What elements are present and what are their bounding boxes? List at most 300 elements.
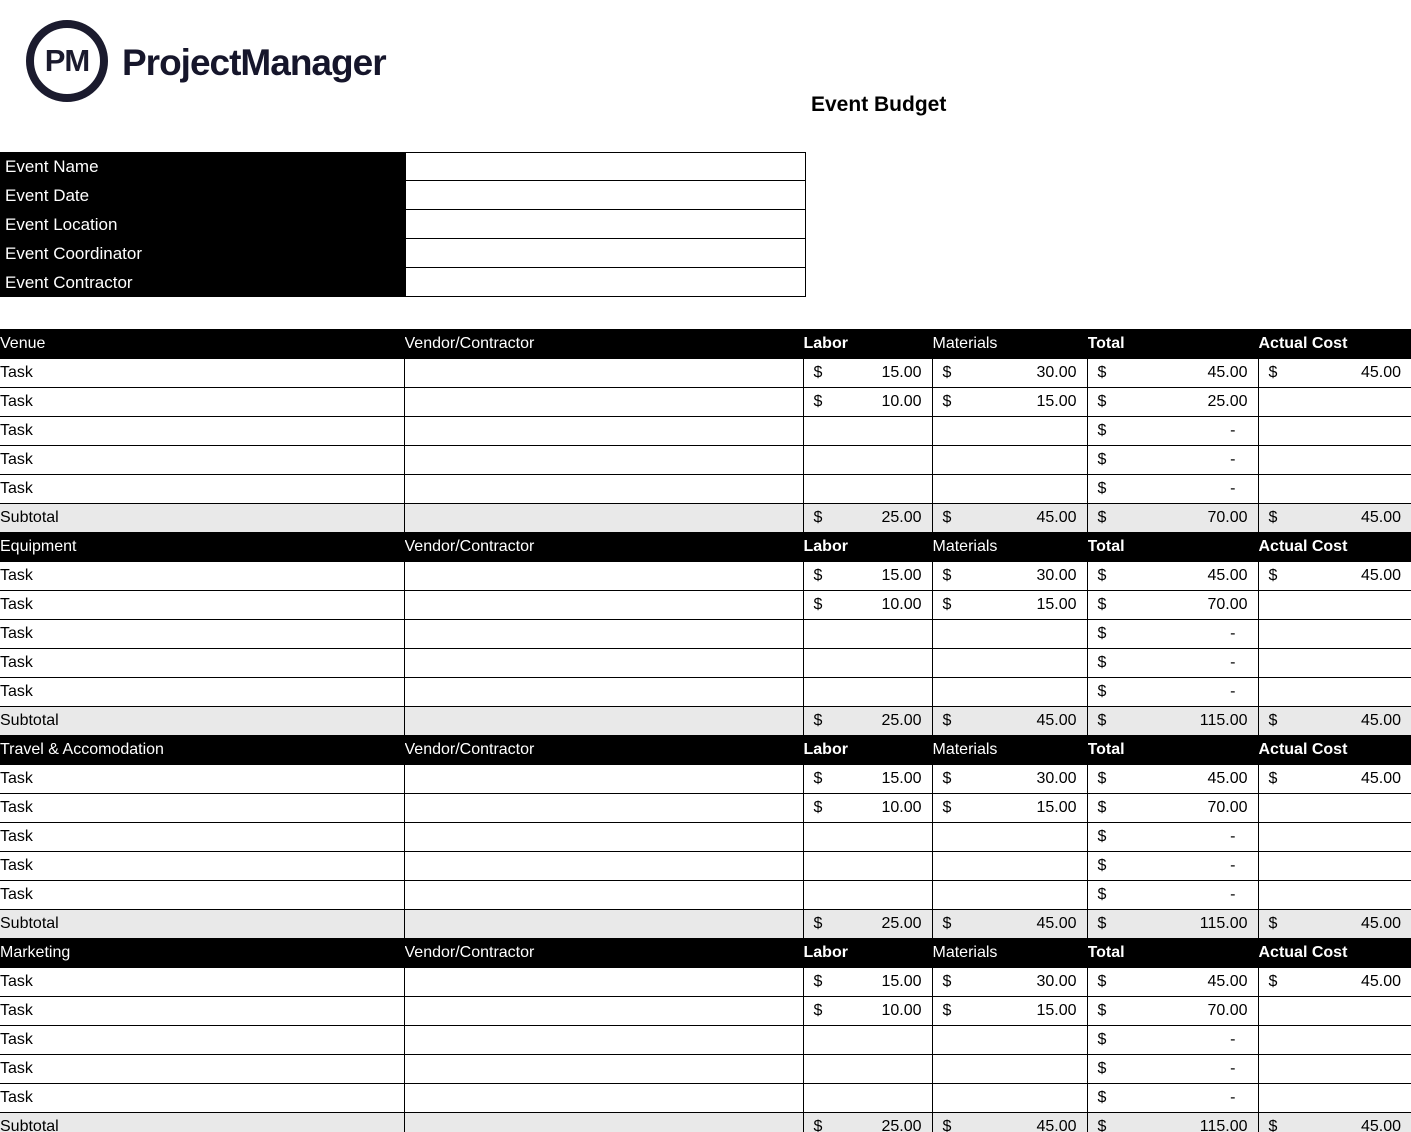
currency-symbol: $ [1097,828,1107,845]
materials-cell[interactable] [932,620,1087,649]
labor-cell[interactable] [803,359,932,388]
column-header-materials: Materials [932,330,1087,359]
amount: 45.00 [1036,509,1077,526]
event-field-input-event-coordinator[interactable] [405,239,806,268]
task-name-cell[interactable]: Task [0,562,404,591]
subtotal-actual-cost-cell[interactable] [1258,910,1411,939]
currency-symbol: $ [942,712,952,729]
amount: 15.00 [881,364,922,381]
currency-symbol: $ [1097,625,1107,642]
currency-symbol: $ [1097,915,1107,932]
event-field-label-event-location: Event Location [0,210,405,239]
currency-symbol: $ [1097,1060,1107,1077]
amount: 25.00 [881,1118,922,1132]
labor-cell[interactable] [803,446,932,475]
subtotal-labor-cell[interactable] [803,504,932,533]
currency-symbol: $ [1097,422,1107,439]
currency-symbol: $ [1097,451,1107,468]
amount: 115.00 [1199,1118,1248,1132]
task-row-marketing [0,1026,1411,1055]
labor-cell[interactable] [803,823,932,852]
vendor-cell[interactable] [404,417,803,446]
currency-symbol: $ [813,567,823,584]
subtotal-actual-cost-cell[interactable] [1258,707,1411,736]
currency-symbol: $ [813,799,823,816]
subtotal-vendor-cell [404,910,803,939]
amount: 45.00 [1207,973,1248,990]
total-cell[interactable] [1087,1055,1258,1084]
currency-symbol: $ [813,364,823,381]
section-name-travel-accomodation: Travel & Accomodation [0,736,404,765]
labor-cell[interactable] [803,591,932,620]
labor-cell[interactable] [803,881,932,910]
task-row-venue [0,417,1411,446]
actual-cost-cell[interactable] [1258,794,1411,823]
actual-cost-cell[interactable] [1258,446,1411,475]
labor-cell[interactable] [803,968,932,997]
amount: 115.00 [1199,712,1248,729]
labor-cell[interactable] [803,475,932,504]
column-header-labor: Labor [803,330,932,359]
materials-cell[interactable] [932,823,1087,852]
column-header-total: Total [1087,533,1258,562]
actual-cost-cell[interactable] [1258,388,1411,417]
actual-cost-cell[interactable] [1258,591,1411,620]
amount: - [1230,625,1236,642]
materials-cell[interactable] [932,562,1087,591]
materials-cell[interactable] [932,1026,1087,1055]
vendor-cell[interactable] [404,852,803,881]
task-row-venue [0,388,1411,417]
subtotal-row-venue [0,504,1411,533]
currency-symbol: $ [813,509,823,526]
currency-symbol: $ [1268,364,1278,381]
vendor-cell[interactable] [404,649,803,678]
subtotal-materials-cell[interactable] [932,504,1087,533]
materials-cell[interactable] [932,649,1087,678]
materials-cell[interactable] [932,881,1087,910]
brand-name: ProjectManager [122,42,386,83]
subtotal-label: Subtotal [0,1113,404,1132]
amount: - [1230,828,1236,845]
currency-symbol: $ [942,393,952,410]
event-field-input-event-contractor[interactable] [405,268,806,297]
materials-cell[interactable] [932,388,1087,417]
task-row-travel-accomodation [0,794,1411,823]
column-header-actual-cost: Actual Cost [1258,533,1411,562]
total-cell[interactable] [1087,794,1258,823]
vendor-cell[interactable] [404,1026,803,1055]
task-name-cell[interactable]: Task [0,852,404,881]
total-cell[interactable] [1087,417,1258,446]
currency-symbol: $ [942,364,952,381]
actual-cost-cell[interactable] [1258,1084,1411,1113]
task-row-travel-accomodation [0,823,1411,852]
task-name-cell[interactable]: Task [0,1055,404,1084]
currency-symbol: $ [1268,567,1278,584]
task-name-cell[interactable]: Task [0,881,404,910]
amount: 45.00 [1207,770,1248,787]
subtotal-label: Subtotal [0,910,404,939]
materials-cell[interactable] [932,1055,1087,1084]
subtotal-labor-cell[interactable] [803,910,932,939]
materials-cell[interactable] [932,446,1087,475]
vendor-cell[interactable] [404,359,803,388]
task-row-equipment [0,678,1411,707]
task-name-cell[interactable]: Task [0,359,404,388]
subtotal-labor-cell[interactable] [803,1113,932,1132]
materials-cell[interactable] [932,968,1087,997]
event-info-row [0,152,806,181]
task-row-marketing [0,997,1411,1026]
task-row-travel-accomodation [0,881,1411,910]
task-row-venue [0,446,1411,475]
amount: 45.00 [1360,364,1401,381]
labor-cell[interactable] [803,794,932,823]
amount: 15.00 [1036,799,1077,816]
amount: - [1230,1031,1236,1048]
materials-cell[interactable] [932,417,1087,446]
total-cell[interactable] [1087,881,1258,910]
amount: 15.00 [1036,393,1077,410]
actual-cost-cell[interactable] [1258,562,1411,591]
total-cell[interactable] [1087,678,1258,707]
labor-cell[interactable] [803,852,932,881]
amount: 70.00 [1207,596,1248,613]
labor-cell[interactable] [803,649,932,678]
actual-cost-cell[interactable] [1258,678,1411,707]
actual-cost-cell[interactable] [1258,1026,1411,1055]
amount: 45.00 [1036,712,1077,729]
labor-cell[interactable] [803,388,932,417]
event-info-row [0,268,806,297]
currency-symbol: $ [813,1002,823,1019]
column-header-total: Total [1087,939,1258,968]
event-info-row [0,210,806,239]
column-header-vendor: Vendor/Contractor [404,533,803,562]
materials-cell[interactable] [932,359,1087,388]
subtotal-labor-cell[interactable] [803,707,932,736]
subtotal-actual-cost-cell[interactable] [1258,1113,1411,1132]
currency-symbol: $ [1268,770,1278,787]
amount: 25.00 [881,509,922,526]
amount: 15.00 [1036,1002,1077,1019]
amount: 15.00 [881,567,922,584]
task-name-cell[interactable]: Task [0,388,404,417]
total-cell[interactable] [1087,997,1258,1026]
column-header-actual-cost: Actual Cost [1258,736,1411,765]
materials-cell[interactable] [932,794,1087,823]
total-cell[interactable] [1087,852,1258,881]
column-header-vendor: Vendor/Contractor [404,330,803,359]
labor-cell[interactable] [803,1084,932,1113]
currency-symbol: $ [1097,364,1107,381]
currency-symbol: $ [1268,1118,1278,1132]
amount: 10.00 [881,799,922,816]
subtotal-vendor-cell [404,707,803,736]
task-row-equipment [0,562,1411,591]
total-cell[interactable] [1087,446,1258,475]
amount: 15.00 [881,770,922,787]
subtotal-total-cell[interactable] [1087,910,1258,939]
amount: 30.00 [1036,770,1077,787]
column-header-materials: Materials [932,533,1087,562]
task-name-cell[interactable]: Task [0,678,404,707]
currency-symbol: $ [1097,886,1107,903]
labor-cell[interactable] [803,620,932,649]
total-cell[interactable] [1087,968,1258,997]
task-name-cell[interactable]: Task [0,794,404,823]
vendor-cell[interactable] [404,1055,803,1084]
column-header-actual-cost: Actual Cost [1258,939,1411,968]
task-row-equipment [0,620,1411,649]
amount: - [1230,683,1236,700]
currency-symbol: $ [1097,683,1107,700]
total-cell[interactable] [1087,591,1258,620]
currency-symbol: $ [1097,1118,1107,1132]
vendor-cell[interactable] [404,765,803,794]
amount: - [1230,451,1236,468]
column-header-vendor: Vendor/Contractor [404,736,803,765]
currency-symbol: $ [1097,509,1107,526]
amount: 15.00 [881,973,922,990]
actual-cost-cell[interactable] [1258,823,1411,852]
total-cell[interactable] [1087,1026,1258,1055]
currency-symbol: $ [1097,393,1107,410]
currency-symbol: $ [1097,799,1107,816]
subtotal-total-cell[interactable] [1087,707,1258,736]
total-cell[interactable] [1087,359,1258,388]
amount: 45.00 [1360,567,1401,584]
currency-symbol: $ [942,509,952,526]
subtotal-vendor-cell [404,504,803,533]
currency-symbol: $ [942,1002,952,1019]
vendor-cell[interactable] [404,591,803,620]
labor-cell[interactable] [803,678,932,707]
actual-cost-cell[interactable] [1258,881,1411,910]
subtotal-total-cell[interactable] [1087,1113,1258,1132]
vendor-cell[interactable] [404,881,803,910]
actual-cost-cell[interactable] [1258,997,1411,1026]
currency-symbol: $ [813,712,823,729]
actual-cost-cell[interactable] [1258,649,1411,678]
actual-cost-cell[interactable] [1258,417,1411,446]
task-row-marketing [0,1084,1411,1113]
labor-cell[interactable] [803,562,932,591]
currency-symbol: $ [1268,973,1278,990]
actual-cost-cell[interactable] [1258,475,1411,504]
event-field-input-event-location[interactable] [405,210,806,239]
task-row-travel-accomodation [0,852,1411,881]
amount: 70.00 [1207,799,1248,816]
vendor-cell[interactable] [404,997,803,1026]
amount: - [1230,886,1236,903]
currency-symbol: $ [1097,1031,1107,1048]
materials-cell[interactable] [932,678,1087,707]
labor-cell[interactable] [803,1055,932,1084]
event-field-input-event-name[interactable] [405,152,806,181]
section-name-equipment: Equipment [0,533,404,562]
currency-symbol: $ [813,1118,823,1132]
amount: 45.00 [1207,567,1248,584]
amount: 45.00 [1360,915,1401,932]
vendor-cell[interactable] [404,475,803,504]
column-header-materials: Materials [932,939,1087,968]
total-cell[interactable] [1087,388,1258,417]
amount: 30.00 [1036,567,1077,584]
event-field-label-event-coordinator: Event Coordinator [0,239,405,268]
amount: 45.00 [1360,1118,1401,1132]
amount: - [1230,480,1236,497]
currency-symbol: $ [942,1118,952,1132]
currency-symbol: $ [942,799,952,816]
task-name-cell[interactable]: Task [0,997,404,1026]
actual-cost-cell[interactable] [1258,1055,1411,1084]
labor-cell[interactable] [803,1026,932,1055]
currency-symbol: $ [942,973,952,990]
currency-symbol: $ [1097,1002,1107,1019]
total-cell[interactable] [1087,649,1258,678]
column-header-vendor: Vendor/Contractor [404,939,803,968]
column-header-actual-cost: Actual Cost [1258,330,1411,359]
task-name-cell[interactable]: Task [0,620,404,649]
currency-symbol: $ [1268,712,1278,729]
task-name-cell[interactable]: Task [0,446,404,475]
currency-symbol: $ [1097,596,1107,613]
column-header-labor: Labor [803,736,932,765]
task-name-cell[interactable]: Task [0,823,404,852]
vendor-cell[interactable] [404,823,803,852]
subtotal-actual-cost-cell[interactable] [1258,504,1411,533]
materials-cell[interactable] [932,475,1087,504]
currency-symbol: $ [1268,509,1278,526]
subtotal-materials-cell[interactable] [932,910,1087,939]
amount: 45.00 [1207,364,1248,381]
subtotal-label: Subtotal [0,707,404,736]
labor-cell[interactable] [803,765,932,794]
vendor-cell[interactable] [404,1084,803,1113]
materials-cell[interactable] [932,765,1087,794]
actual-cost-cell[interactable] [1258,620,1411,649]
amount: 30.00 [1036,364,1077,381]
amount: - [1230,1060,1236,1077]
total-cell[interactable] [1087,562,1258,591]
vendor-cell[interactable] [404,562,803,591]
subtotal-row-marketing [0,1113,1411,1132]
task-name-cell[interactable]: Task [0,1026,404,1055]
task-row-equipment [0,649,1411,678]
task-name-cell[interactable]: Task [0,417,404,446]
amount: 30.00 [1036,973,1077,990]
column-header-total: Total [1087,330,1258,359]
amount: 70.00 [1207,509,1248,526]
page-title: Event Budget [811,93,947,116]
labor-cell[interactable] [803,997,932,1026]
currency-symbol: $ [1097,973,1107,990]
task-row-marketing [0,1055,1411,1084]
currency-symbol: $ [942,596,952,613]
currency-symbol: $ [1097,1089,1107,1106]
currency-symbol: $ [813,596,823,613]
task-name-cell[interactable]: Task [0,475,404,504]
materials-cell[interactable] [932,997,1087,1026]
subtotal-vendor-cell [404,1113,803,1132]
currency-symbol: $ [1097,567,1107,584]
total-cell[interactable] [1087,475,1258,504]
amount: 115.00 [1199,915,1248,932]
materials-cell[interactable] [932,852,1087,881]
total-cell[interactable] [1087,1084,1258,1113]
pm-logo-icon [26,20,108,102]
currency-symbol: $ [1097,857,1107,874]
task-name-cell[interactable]: Task [0,591,404,620]
task-name-cell[interactable]: Task [0,649,404,678]
vendor-cell[interactable] [404,968,803,997]
amount: - [1230,654,1236,671]
vendor-cell[interactable] [404,620,803,649]
subtotal-materials-cell[interactable] [932,1113,1087,1132]
event-field-label-event-contractor: Event Contractor [0,268,405,297]
actual-cost-cell[interactable] [1258,968,1411,997]
actual-cost-cell[interactable] [1258,852,1411,881]
currency-symbol: $ [1097,770,1107,787]
currency-symbol: $ [1097,712,1107,729]
materials-cell[interactable] [932,1084,1087,1113]
task-name-cell[interactable]: Task [0,1084,404,1113]
vendor-cell[interactable] [404,446,803,475]
amount: 10.00 [881,393,922,410]
event-info-row [0,239,806,268]
amount: 45.00 [1360,973,1401,990]
subtotal-label: Subtotal [0,504,404,533]
amount: - [1230,1089,1236,1106]
amount: 15.00 [1036,596,1077,613]
section-name-marketing: Marketing [0,939,404,968]
currency-symbol: $ [813,770,823,787]
amount: 45.00 [1036,1118,1077,1132]
amount: 45.00 [1360,509,1401,526]
amount: 10.00 [881,596,922,613]
vendor-cell[interactable] [404,678,803,707]
amount: 25.00 [881,712,922,729]
amount: 70.00 [1207,1002,1248,1019]
task-name-cell[interactable]: Task [0,765,404,794]
materials-cell[interactable] [932,591,1087,620]
total-cell[interactable] [1087,765,1258,794]
task-name-cell[interactable]: Task [0,968,404,997]
currency-symbol: $ [1268,915,1278,932]
amount: 10.00 [881,1002,922,1019]
currency-symbol: $ [942,770,952,787]
vendor-cell[interactable] [404,388,803,417]
task-row-travel-accomodation [0,765,1411,794]
task-row-marketing [0,968,1411,997]
total-cell[interactable] [1087,620,1258,649]
labor-cell[interactable] [803,417,932,446]
subtotal-materials-cell[interactable] [932,707,1087,736]
amount: 45.00 [1360,712,1401,729]
total-cell[interactable] [1087,823,1258,852]
task-row-equipment [0,591,1411,620]
subtotal-total-cell[interactable] [1087,504,1258,533]
actual-cost-cell[interactable] [1258,765,1411,794]
vendor-cell[interactable] [404,794,803,823]
subtotal-row-travel-accomodation [0,910,1411,939]
event-field-input-event-date[interactable] [405,181,806,210]
event-info-block [0,152,806,297]
amount: 45.00 [1036,915,1077,932]
actual-cost-cell[interactable] [1258,359,1411,388]
